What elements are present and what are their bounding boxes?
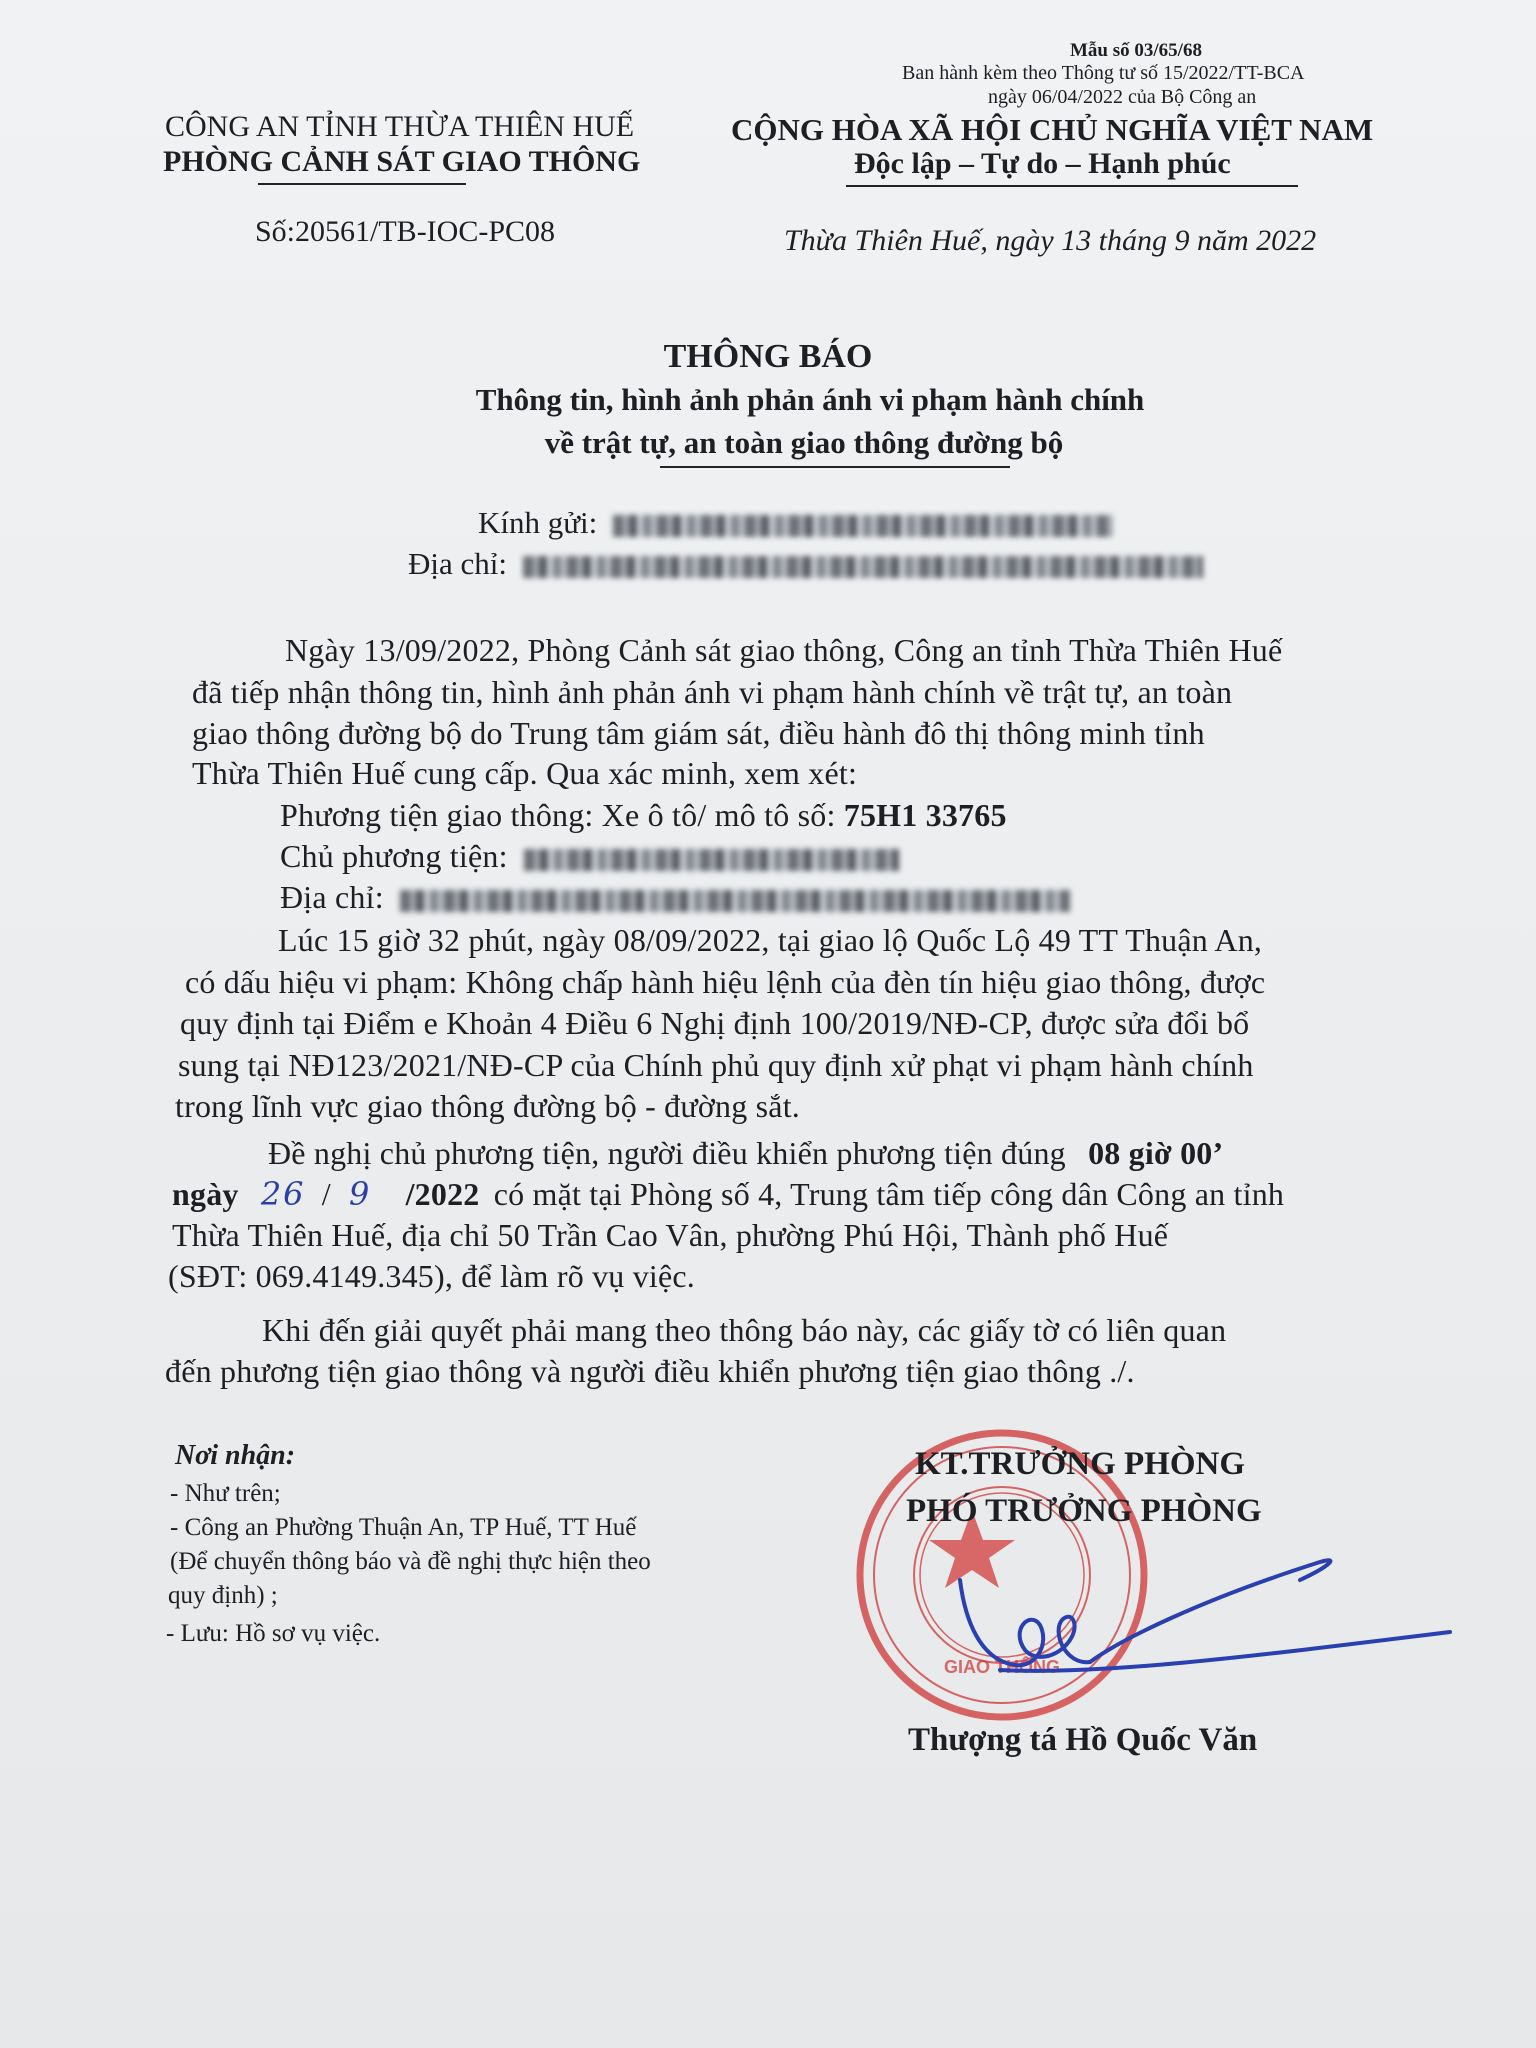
date-separator: / [321,1176,331,1212]
paragraph-1-line-1: Ngày 13/09/2022, Phòng Cảnh sát giao thông, Công an tỉnh Thừa Thiên Huế [285,632,1283,668]
document-subtitle-line-1: Thông tin, hình ảnh phản ánh vi phạm hành chính [475,382,1145,417]
subtitle-underline [660,466,1010,468]
addressee-row [478,505,1113,541]
paragraph-1-line-2: đã tiếp nhận thông tin, hình ảnh phản ánh vi phạm hành chính về trật tự, an toàn [192,674,1233,710]
national-motto: Độc lập – Tự do – Hạnh phúc [854,147,1231,180]
addressee-address-row [408,546,1203,582]
seal-bottom-text: GIAO THÔNG [944,1657,1060,1677]
paragraph-1-line-4: Thừa Thiên Huế cung cấp. Qua xác minh, xem xét: [192,755,858,791]
agency-underline [258,183,466,185]
document-title: THÔNG BÁO [663,338,873,375]
paragraph-3-line-4: (SĐT: 069.4149.345), để làm rõ vụ việc. [168,1258,696,1294]
agency-parent: CÔNG AN TỈNH THỪA THIÊN HUẾ [165,110,635,143]
document-number: Số:20561/TB-IOC-PC08 [255,215,556,248]
signer-position: PHÓ TRƯỞNG PHÒNG [906,1493,1262,1529]
owner-label: Chủ phương tiện: [280,838,508,874]
place-and-date: Thừa Thiên Huế, ngày 13 tháng 9 năm 2022 [784,224,1317,257]
form-circular-date: ngày 06/04/2022 của Bộ Công an [988,86,1257,108]
appointment-location-text: có mặt tại Phòng số 4, Trung tâm tiếp công dân Công an tỉnh [493,1176,1285,1212]
recipient-line-2: - Công an Phường Thuận An, TP Huế, TT Huế [170,1514,637,1541]
recipient-line-1: - Như trên; [170,1480,281,1507]
form-number: Mẫu số 03/65/68 [1070,40,1202,61]
redacted-addressee-address [523,556,1203,578]
paragraph-2-line-5: trong lĩnh vực giao thông đường bộ - đường sắt. [175,1088,800,1124]
addressee-label: Kính gửi: [478,505,598,540]
signer-authority: KT.TRƯỞNG PHÒNG [915,1446,1245,1482]
motto-underline [846,185,1298,187]
recipient-line-5: - Lưu: Hồ sơ vụ việc. [166,1620,381,1647]
national-title: CỘNG HÒA XÃ HỘI CHỦ NGHĨA VIỆT NAM [731,112,1374,147]
paragraph-2-line-3: quy định tại Điểm e Khoản 4 Điều 6 Nghị định 100/2019/NĐ-CP, được sửa đổi bổ [180,1005,1250,1041]
appointment-year: /2022 [405,1176,480,1212]
agency-name: PHÒNG CẢNH SÁT GIAO THÔNG [163,145,641,178]
vehicle-row [280,797,1007,834]
document-subtitle-line-2: về trật tự, an toàn giao thông đường bộ [544,425,1064,460]
paragraph-4-line-2: đến phương tiện giao thông và người điều khiển phương tiện giao thông ./. [165,1353,1135,1389]
owner-address-label: Địa chỉ: [280,879,384,915]
recipient-line-3: (Để chuyển thông báo và đề nghị thực hiện theo [170,1548,651,1575]
owner-address-row [280,879,1070,916]
recipients-title: Nơi nhận: [175,1440,296,1471]
paragraph-2-line-1: Lúc 15 giờ 32 phút, ngày 08/09/2022, tại giao lộ Quốc Lộ 49 TT Thuận An, [278,922,1263,958]
paragraph-3-line-3: Thừa Thiên Huế, địa chỉ 50 Trần Cao Vân, phường Phú Hội, Thành phố Huế [172,1217,1169,1253]
handwritten-day: 26 [260,1175,306,1213]
paragraph-3-line-2 [172,1175,1284,1213]
appointment-time: 08 giờ 00’ [1088,1135,1224,1171]
appointment-date-label: ngày [172,1176,239,1212]
handwritten-signature [940,1540,1460,1710]
form-circular-reference: Ban hành kèm theo Thông tư số 15/2022/TT-BCA [902,62,1305,84]
redacted-owner-address [400,890,1070,912]
handwritten-month: 9 [349,1175,372,1213]
paragraph-2-line-4: sung tại NĐ123/2021/NĐ-CP của Chính phủ quy định xử phạt vi phạm hành chính [178,1047,1254,1083]
signer-name: Thượng tá Hồ Quốc Văn [908,1722,1258,1758]
recipient-line-4: quy định) ; [168,1582,278,1609]
address-label: Địa chỉ: [408,546,507,581]
vehicle-plate: 75H1 33765 [843,797,1007,833]
redacted-addressee-name [613,515,1113,537]
paragraph-1-line-3: giao thông đường bộ do Trung tâm giám sát, điều hành đô thị thông minh tỉnh [192,715,1205,751]
redacted-owner-name [524,849,899,871]
paragraph-2-line-2: có dấu hiệu vi phạm: Không chấp hành hiệu lệnh của đèn tín hiệu giao thông, được [185,964,1266,1000]
owner-row [280,838,899,875]
paragraph-4-line-1: Khi đến giải quyết phải mang theo thông báo này, các giấy tờ có liên quan [262,1312,1227,1348]
vehicle-label: Phương tiện giao thông: Xe ô tô/ mô tô số: [280,797,836,833]
paragraph-3-line-1 [268,1135,1223,1172]
appointment-request-text: Đề nghị chủ phương tiện, người điều khiển phương tiện đúng [268,1135,1066,1171]
